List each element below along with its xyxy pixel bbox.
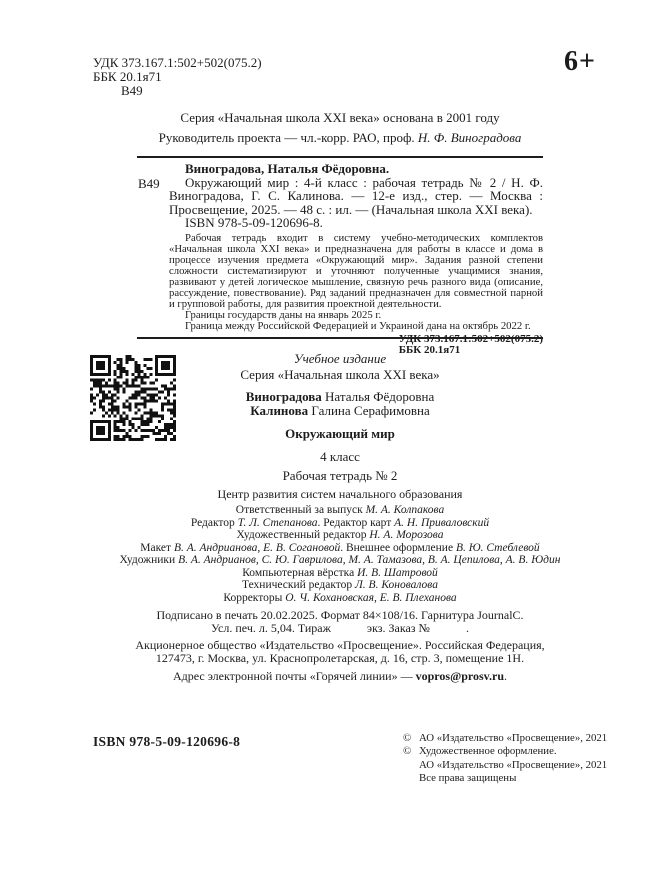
series-founded-line: Серия «Начальная школа XXI века» основана в 2001 году: [180, 110, 500, 125]
copyright-text: Все права защищены: [419, 771, 517, 784]
age-rating-badge: 6+: [564, 46, 596, 77]
publisher-address: [93, 639, 587, 665]
copyright-text: АО «Издательство «Просвещение», 2021: [419, 758, 608, 771]
borders-note-2: Граница между Российской Федерацией и Украиной дана на октябрь 2022 г.: [185, 319, 531, 332]
copyright-row: [403, 759, 607, 772]
margin-author-sign: В49: [138, 176, 160, 191]
copyright-symbol: [403, 759, 419, 772]
publisher-line-2: 127473, г. Москва, ул. Краснопролетарская, д. 16, стр. 3, помещение 1Н.: [155, 651, 525, 665]
copyright-symbol: ©: [403, 745, 412, 758]
annotation-paragraph: Рабочая тетрадь входит в систему учебно-методических комплектов «Начальная школа XXI века» и предназначена для работы в классе и дома в процессе изучения предмета «Окружающий мир». Задания разной степени сложности систематизируют и уточняют полученные учащимися знания, развивают у детей логическое мышление, связную речь разного вида (описание, рассуждение, повествование). Ряд заданий предназначен для совместной парной и групповой работы, для развития проектной деятельности.: [169, 231, 543, 310]
author-line: Калинова Галина Серафимовна: [250, 403, 430, 418]
author-sign-code: В49: [121, 83, 143, 98]
imprint-authors: [93, 390, 587, 418]
udk-code: УДК 373.167.1:502+502(075.2): [93, 55, 262, 70]
credit-line: Художественный редактор Н. А. Морозова: [236, 529, 444, 541]
credit-line: Компьютерная вёрстка И. В. Шатровой: [242, 566, 438, 579]
copyright-row: [403, 745, 607, 758]
imprint-block: [93, 352, 587, 683]
book-title: Окружающий мир: [285, 426, 395, 441]
center-organization: Центр развития систем начального образования: [217, 487, 463, 501]
bbk-code-bottom: ББК 20.1я71: [398, 344, 461, 357]
borders-note-1: Границы государств даны на январь 2025 г.: [185, 308, 382, 321]
credit-line: Художники В. А. Андрианов, С. Ю. Гаврилова, М. А. Тамазова, В. А. Цепилова, А. В. Юдин: [119, 554, 561, 566]
credit-line: Технический редактор Л. В. Коновалова: [242, 579, 438, 591]
copyright-symbol: [403, 772, 419, 785]
credit-line: Корректоры О. Ч. Кохановская, Е. В. Плеханова: [223, 591, 457, 604]
footer-isbn: ISBN 978-5-09-120696-8: [93, 734, 241, 749]
project-lead-line: Руководитель проекта — чл.-корр. РАО, проф. Н. Ф. Виноградова: [158, 130, 522, 145]
copyright-row: [403, 732, 607, 745]
copyright-text: АО «Издательство «Просвещение», 2021: [419, 732, 608, 744]
copyright-block: [403, 732, 607, 785]
workbook-subtitle: Рабочая тетрадь № 2: [282, 468, 398, 483]
bibliographic-card: [137, 162, 543, 357]
credit-line: Макет В. А. Андрианова, Е. В. Согановой. Внешнее оформление В. Ю. Стеблевой: [140, 541, 540, 554]
copyright-symbol: ©: [403, 732, 412, 744]
edition-type-label: Учебное издание: [293, 351, 387, 366]
hotline-email-line: Адрес электронной почты «Горячей линии» — vopros@prosv.ru.: [172, 669, 508, 683]
print-info-line-2: Усл. печ. л. 5,04. Тираж экз. Заказ № .: [211, 621, 469, 635]
credit-line: Редактор Т. Л. Степанова. Редактор карт А. Н. Приваловский: [190, 516, 490, 529]
separator-rule-bottom: [137, 337, 543, 339]
grade-line: 4 класс: [320, 449, 360, 464]
author-line: Виноградова Наталья Фёдоровна: [245, 389, 435, 404]
staff-credits: [93, 504, 587, 604]
credit-line: Ответственный за выпуск М. А. Колпакова: [235, 504, 445, 516]
print-info-line-1: Подписано в печать 20.02.2025. Формат 84×108/16. Гарнитура JournalC.: [156, 608, 524, 622]
publisher-line-1: Акционерное общество «Издательство «Просвещение». Российская Федерация,: [135, 638, 545, 652]
print-info: [93, 609, 587, 635]
classification-codes: [93, 56, 262, 98]
biblio-author-heading: Виноградова, Наталья Фёдоровна.: [185, 161, 390, 176]
separator-rule-top: [137, 156, 543, 158]
bbk-code: ББК 20.1я71: [93, 69, 162, 84]
biblio-description: Окружающий мир : 4-й класс : рабочая тетрадь № 2 / Н. Ф. Виноградова, Г. С. Калинова. — 12-е изд., стер. — Москва : Просвещение, 2025. — 48 с. : ил. — (Начальная школа XXI века).: [169, 174, 543, 217]
biblio-isbn: ISBN 978-5-09-120696-8.: [185, 215, 323, 231]
copyright-row: [403, 772, 607, 785]
copyright-text: Художественное оформление.: [419, 745, 557, 758]
imprint-series: Серия «Начальная школа XXI века»: [240, 367, 440, 382]
series-heading: [93, 108, 587, 148]
